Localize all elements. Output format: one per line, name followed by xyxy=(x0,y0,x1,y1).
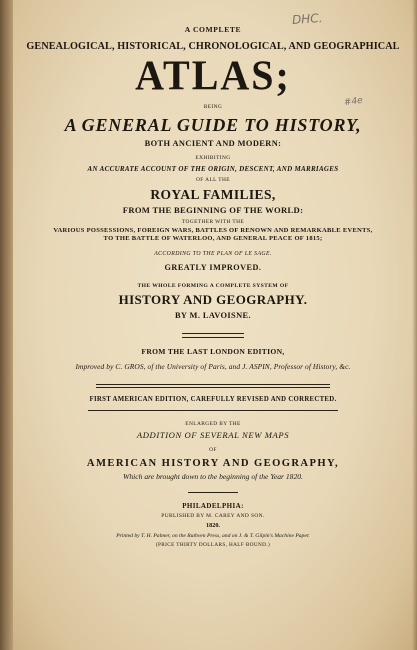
line-being: BEING xyxy=(203,104,223,111)
line-plan: ACCORDING TO THE PLAN OF LE SAGE. xyxy=(154,251,272,258)
line-subject: GENEALOGICAL, HISTORICAL, CHRONOLOGICAL, AND GEOGRAPHICAL xyxy=(26,40,400,52)
line-from-beginning: FROM THE BEGINNING OF THE WORLD: xyxy=(122,204,304,215)
line-account: AN ACCURATE ACCOUNT OF THE ORIGIN, DESCENT, AND MARRIAGES xyxy=(87,165,339,174)
line-of: OF xyxy=(209,446,217,453)
imprint-year: 1820. xyxy=(206,521,220,529)
line-together: TOGETHER WITH THE xyxy=(181,218,245,225)
pencil-annotation-top: DHC. xyxy=(291,10,323,28)
line-history-geography: HISTORY AND GEOGRAPHY. xyxy=(118,291,308,307)
imprint-city: PHILADELPHIA: xyxy=(182,501,244,510)
line-a-complete: A COMPLETE xyxy=(184,25,242,34)
line-last-london-edition: FROM THE LAST LONDON EDITION, xyxy=(141,347,285,357)
line-brought-down: Which are brought down to the beginning of the Year 1820. xyxy=(123,471,303,481)
book-spine-edge xyxy=(0,0,13,650)
line-first-american-edition: FIRST AMERICAN EDITION, CAREFULLY REVISED AND CORRECTED. xyxy=(89,395,337,403)
line-guide: A GENERAL GUIDE TO HISTORY, xyxy=(64,114,362,135)
pencil-annotation-mid: #4e xyxy=(343,95,364,109)
page-edge-shadow xyxy=(412,0,417,650)
thin-rule-divider xyxy=(88,410,338,411)
line-author: BY M. LAVOISNE. xyxy=(174,310,252,320)
line-whole-forming: THE WHOLE FORMING A COMPLETE SYSTEM OF xyxy=(137,283,289,290)
line-greatly-improved: GREATLY IMPROVED. xyxy=(164,262,262,272)
line-various-1: VARIOUS POSSESSIONS, FOREIGN WARS, BATTLES OF RENOWN AND REMARKABLE EVENTS, xyxy=(53,227,373,235)
long-rule-divider xyxy=(96,384,330,388)
line-exhibiting: EXHIBITING xyxy=(195,154,231,161)
imprint-printer: Printed by T. H. Palmer, on the Ruthven Press, and on J. & T. Gilpin's Machine Paper. xyxy=(116,532,310,539)
imprint-price: (PRICE THIRTY DOLLARS, HALF BOUND.) xyxy=(155,542,271,549)
main-title: ATLAS; xyxy=(135,52,291,100)
line-american-history: AMERICAN HISTORY AND GEOGRAPHY, xyxy=(86,457,340,469)
short-rule-divider xyxy=(188,492,238,493)
line-various-2: TO THE BATTLE OF WATERLOO, AND GENERAL PEACE OF 1815; xyxy=(103,235,323,243)
line-royal-families: ROYAL FAMILIES, xyxy=(150,187,276,203)
line-of-all-the: OF ALL THE xyxy=(196,177,230,184)
line-addition: ADDITION OF SEVERAL NEW MAPS xyxy=(136,429,290,440)
double-rule-divider xyxy=(182,333,244,338)
imprint-publisher: PUBLISHED BY M. CAREY AND SON. xyxy=(161,512,265,519)
title-page-text xyxy=(16,26,410,549)
line-enlarged: ENLARGED BY THE xyxy=(185,421,241,428)
line-improved-by: Improved by C. GROS, of the University of Paris, and J. ASPIN, Professor of History, &c. xyxy=(75,362,351,372)
line-both: BOTH ANCIENT AND MODERN: xyxy=(144,139,282,149)
